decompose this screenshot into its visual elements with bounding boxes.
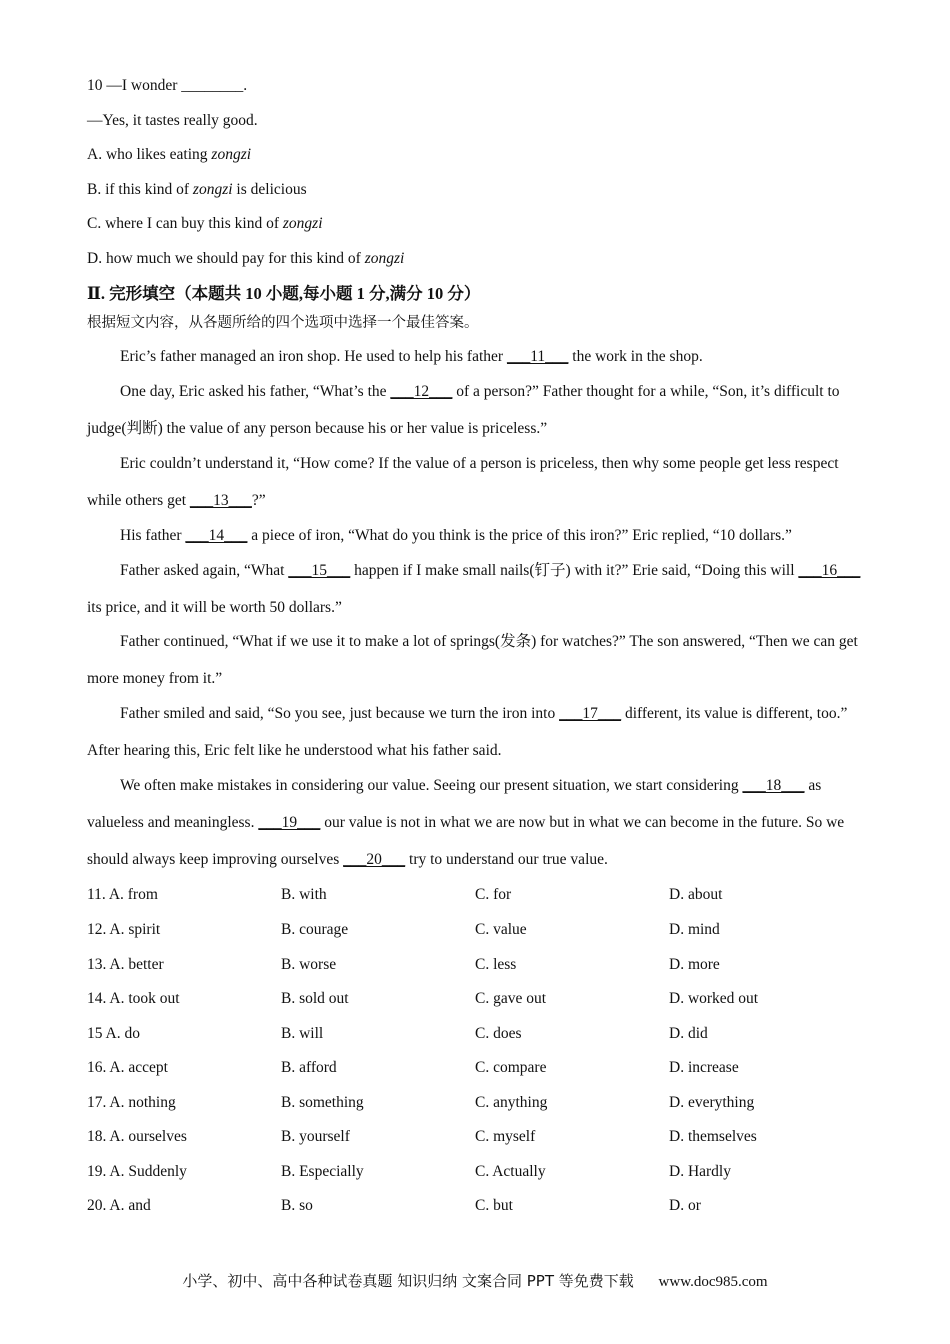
- blank-11: ___11___: [506, 348, 569, 365]
- footer-text: 小学、初中、高中各种试卷真题 知识归纳 文案合同 PPT 等免费下载: [182, 1272, 634, 1290]
- blank-15: ___15___: [288, 562, 351, 579]
- option-c: C. does: [475, 1025, 522, 1042]
- option-d: D. about: [669, 886, 723, 903]
- blank-16: ___16___: [798, 562, 861, 579]
- passage-paragraph-1: Eric’s father managed an iron shop. He used to help his father ___11___ the work in the shop.: [120, 348, 703, 365]
- q10-option-b: B. if this kind of zongzi is delicious: [87, 181, 307, 198]
- options-row-14: [87, 989, 867, 1009]
- options-row-19: [87, 1162, 867, 1182]
- options-row-11: [87, 885, 867, 905]
- option-a: 16. A. accept: [87, 1059, 168, 1076]
- option-d: D. or: [669, 1197, 701, 1214]
- options-row-16: [87, 1058, 867, 1078]
- blank-17: ___17___: [559, 705, 622, 722]
- option-c: C. Actually: [475, 1163, 546, 1180]
- options-row-12: [87, 920, 867, 940]
- blank-13: ___13___: [189, 492, 252, 509]
- option-b: B. afford: [281, 1059, 337, 1076]
- option-b: B. yourself: [281, 1128, 350, 1145]
- options-row-18: [87, 1127, 867, 1147]
- option-b: B. something: [281, 1094, 364, 1111]
- option-c: C. less: [475, 956, 517, 973]
- blank-14: ___14___: [185, 527, 248, 544]
- option-a: 20. A. and: [87, 1197, 151, 1214]
- option-b: B. courage: [281, 921, 349, 938]
- option-c: C. compare: [475, 1059, 547, 1076]
- passage-paragraph-8: We often make mistakes in considering our value. Seeing our present situation, we start considering ___18___ as valueless and meaningless. ___19___ our value is not in what we are now but in what we can become in the future. So we should always keep improving ourselves ___20___ try to understand our true value.: [87, 777, 845, 868]
- passage-paragraph-7: Father smiled and said, “So you see, just because we turn the iron into ___17___ different, its value is different, too.” After hearing this, Eric felt like he understood what his father said.: [87, 705, 848, 759]
- option-c: C. for: [475, 886, 512, 903]
- q10-option-d: D. how much we should pay for this kind of zongzi: [87, 250, 405, 267]
- section-instruction: 根据短文内容，从各题所给的四个选项中选择一个最佳答案。: [87, 315, 479, 331]
- footer-link[interactable]: www.doc985.com: [658, 1274, 768, 1290]
- option-d: D. increase: [669, 1059, 739, 1076]
- option-a: 19. A. Suddenly: [87, 1163, 187, 1180]
- option-c: C. value: [475, 921, 527, 938]
- options-row-17: [87, 1093, 867, 1113]
- q10-stem: 10 —I wonder ________.: [87, 77, 248, 94]
- option-b: B. worse: [281, 956, 337, 973]
- blank-19: ___19___: [258, 814, 321, 831]
- options-row-20: [87, 1196, 867, 1216]
- section-title: Ⅱ. 完形填空（本题共 10 小题,每小题 1 分,满分 10 分）: [87, 284, 481, 303]
- option-a: 13. A. better: [87, 956, 164, 973]
- options-row-13: [87, 955, 867, 975]
- option-d: D. worked out: [669, 990, 759, 1007]
- blank-12: ___12___: [390, 383, 453, 400]
- passage-paragraph-5: Father asked again, “What ___15___ happen if I make small nails(钉子) with it?” Erie said, “Doing this will ___16___ its price, and it will be worth 50 dollars.”: [87, 562, 861, 616]
- options-row-15: [87, 1024, 867, 1044]
- q10-reply: —Yes, it tastes really good.: [87, 112, 258, 129]
- option-a: 11. A. from: [87, 886, 158, 903]
- option-d: D. more: [669, 956, 720, 973]
- option-b: B. so: [281, 1197, 313, 1214]
- option-a: 15 A. do: [87, 1025, 140, 1042]
- option-a: 17. A. nothing: [87, 1094, 176, 1111]
- option-b: B. with: [281, 886, 327, 903]
- option-a: 12. A. spirit: [87, 921, 161, 938]
- option-c: C. gave out: [475, 990, 547, 1007]
- option-d: D. everything: [669, 1094, 755, 1111]
- option-d: D. themselves: [669, 1128, 757, 1145]
- passage-paragraph-4: His father ___14___ a piece of iron, “What do you think is the price of this iron?” Eric replied, “10 dollars.”: [120, 527, 792, 544]
- q10-option-c: C. where I can buy this kind of zongzi: [87, 215, 323, 232]
- option-a: 18. A. ourselves: [87, 1128, 187, 1145]
- option-b: B. sold out: [281, 990, 349, 1007]
- q10-option-a: A. who likes eating zongzi: [87, 146, 252, 163]
- page-footer: [0, 1270, 950, 1291]
- option-b: B. will: [281, 1025, 324, 1042]
- option-d: D. mind: [669, 921, 720, 938]
- option-d: D. did: [669, 1025, 708, 1042]
- blank-18: ___18___: [742, 777, 805, 794]
- option-c: C. but: [475, 1197, 513, 1214]
- option-a: 14. A. took out: [87, 990, 180, 1007]
- blank-20: ___20___: [343, 851, 406, 868]
- passage-paragraph-6: Father continued, “What if we use it to make a lot of springs(发条) for watches?” The son answered, “Then we can get more money from it.”: [87, 633, 858, 687]
- option-c: C. myself: [475, 1128, 536, 1145]
- option-b: B. Especially: [281, 1163, 364, 1180]
- passage-paragraph-2: One day, Eric asked his father, “What’s the ___12___ of a person?” Father thought for a while, “Son, it’s difficult to judge(判断) the value of any person because his or her value is priceless.”: [87, 383, 840, 437]
- option-d: D. Hardly: [669, 1163, 731, 1180]
- passage-paragraph-3: Eric couldn’t understand it, “How come? If the value of a person is priceless, then why some people get less respect while others get ___13___?”: [87, 455, 839, 509]
- option-c: C. anything: [475, 1094, 548, 1111]
